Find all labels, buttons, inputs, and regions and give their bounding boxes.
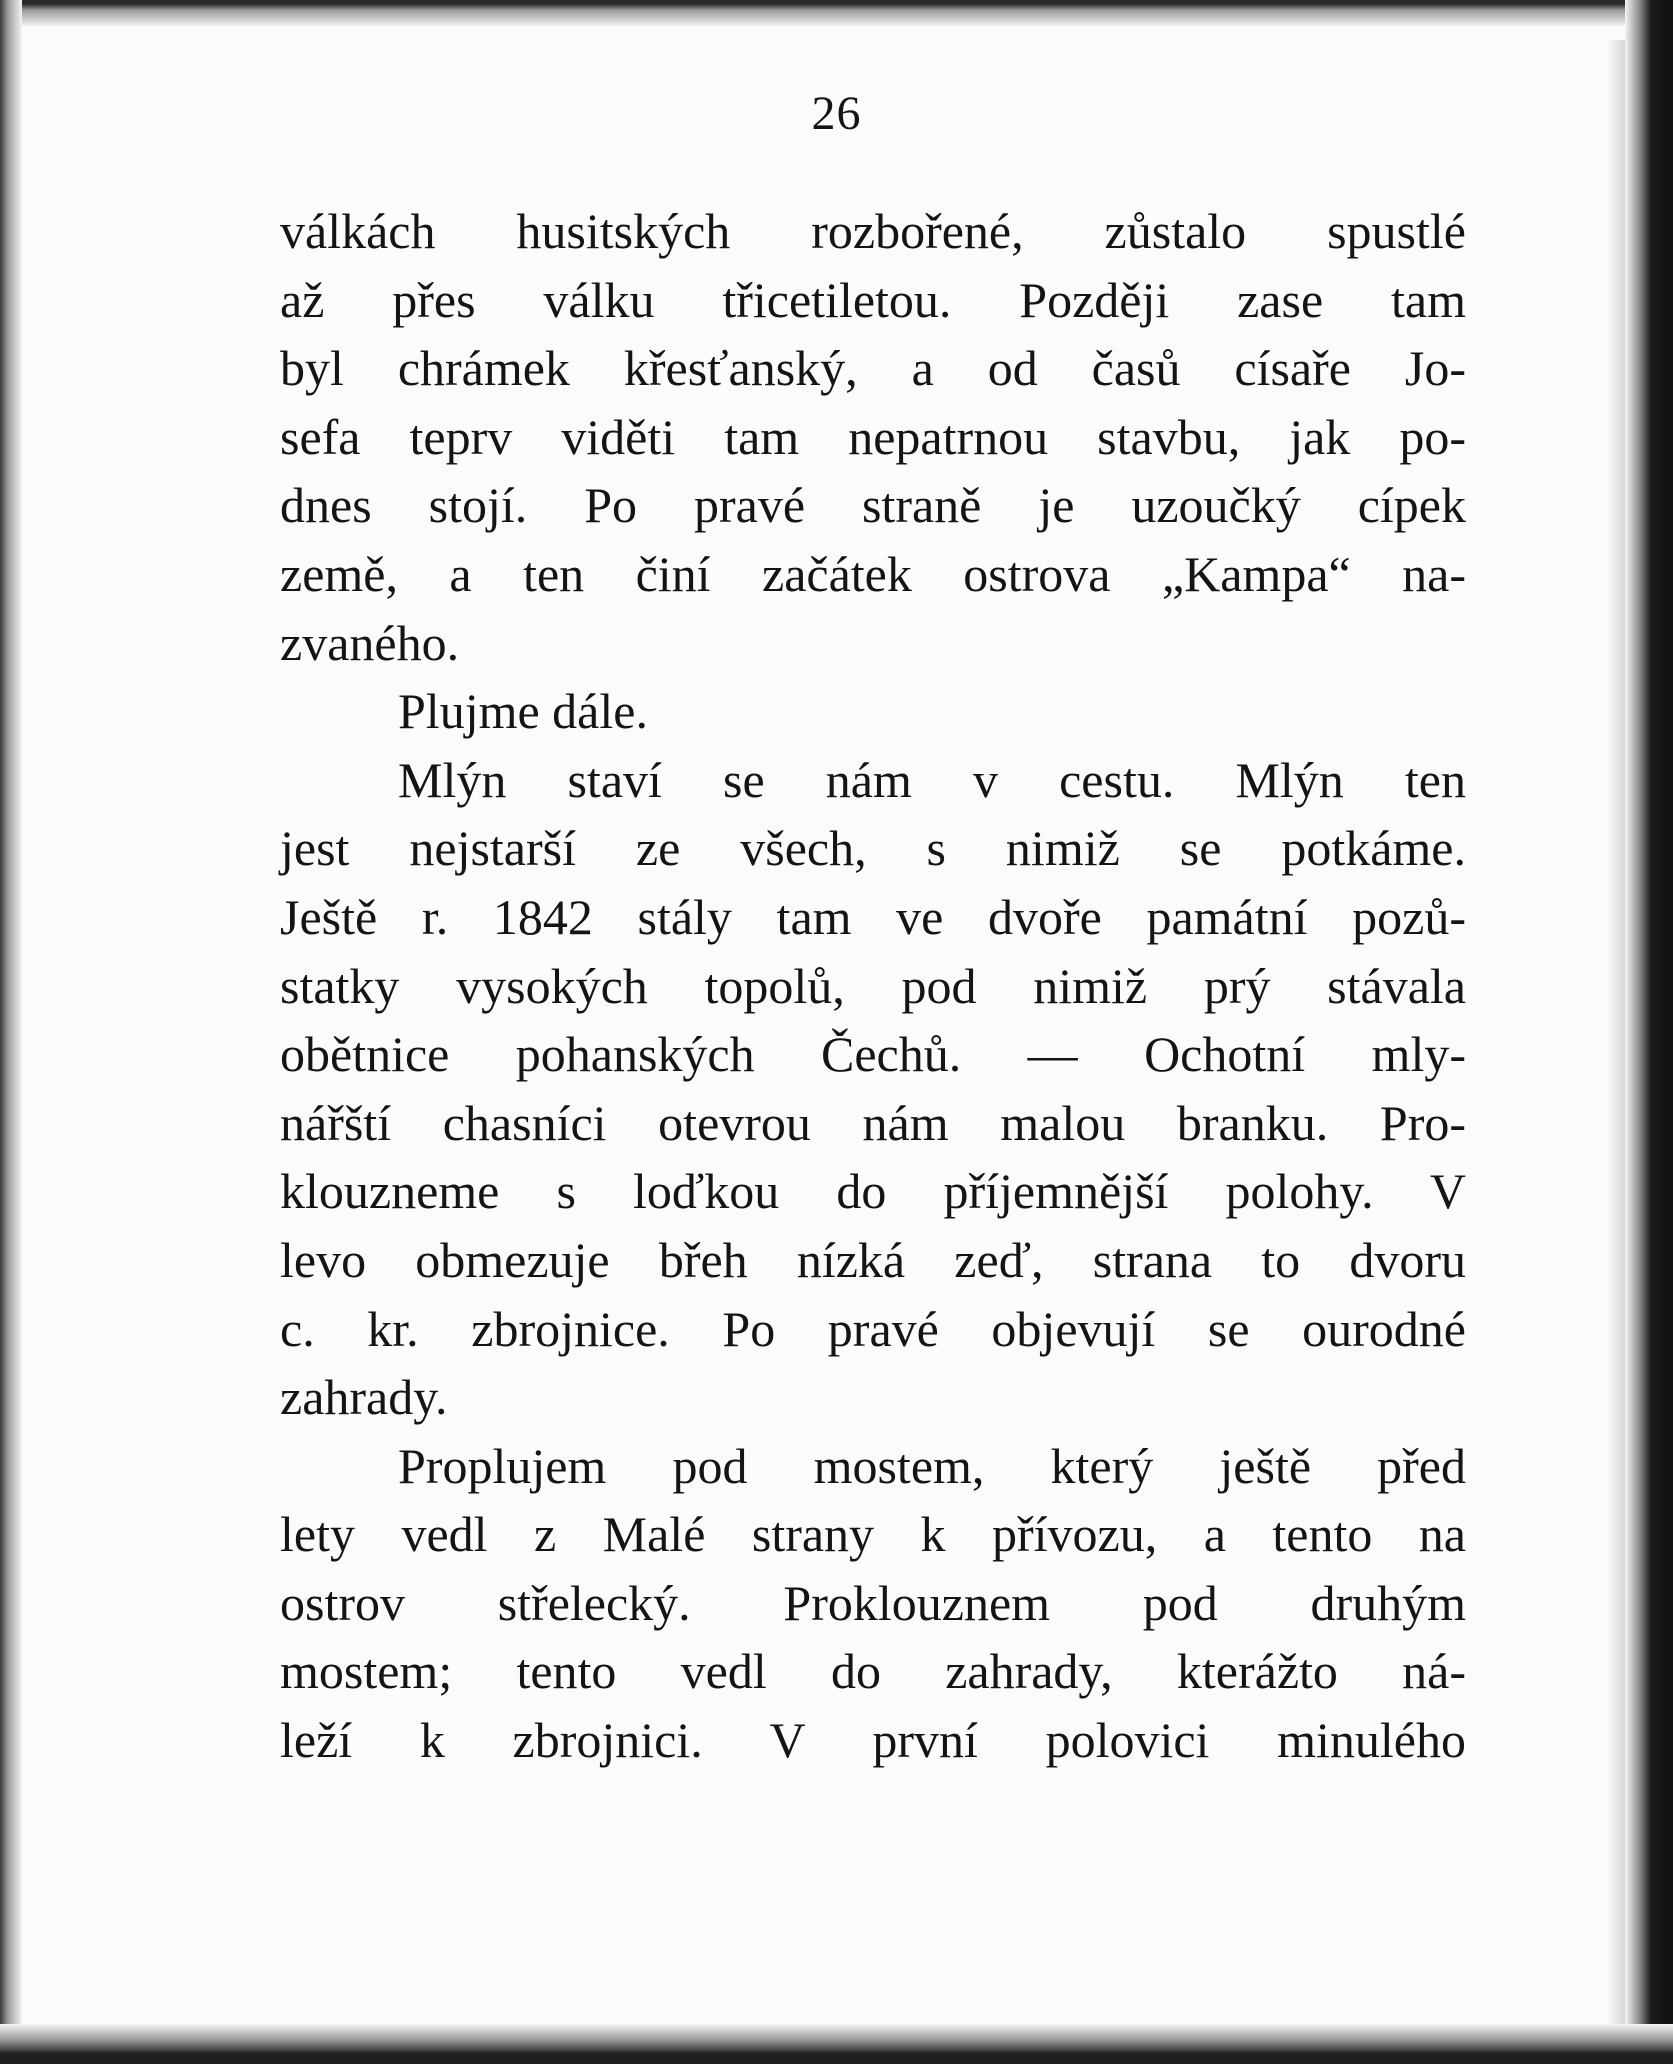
scan-shadow-top [0,0,1673,26]
scan-shadow-right [1625,0,1673,2064]
text-line: levo obmezuje břeh nízká zeď, strana to dvoru [280,1231,1466,1288]
text-line: statky vysokých topolů, pod nimiž prý stávala [280,957,1466,1014]
text-line: leží k zbrojnici. V první polovici minulého [280,1712,1466,1769]
text-line: zahrady. [280,1369,448,1426]
scan-shadow-bottom [0,2024,1673,2064]
page-gutter-shadow [1607,40,1625,2030]
text-line: nářští chasníci otevrou nám malou branku. Pro- [280,1094,1466,1151]
text-line: klouzneme s loďkou do příjemnější polohy. V [280,1163,1466,1220]
text-line: mostem; tento vedl do zahrady, kterážto ná- [280,1643,1466,1700]
text-line: Mlýn staví se nám v cestu. Mlýn ten [398,751,1466,808]
text-line: lety vedl z Malé strany k přívozu, a tento na [280,1506,1466,1563]
text-line: byl chrámek křesťanský, a od časů císaře Jo- [280,340,1466,397]
text-line: jest nejstarší ze všech, s nimiž se potkáme. [280,820,1466,877]
text-line: Ještě r. 1842 stály tam ve dvoře památní pozů- [280,888,1466,945]
text-line: až přes válku třicetiletou. Později zase tam [280,271,1466,328]
scan-shadow-left [0,0,22,2064]
text-line: dnes stojí. Po pravé straně je uzoučký cípek [280,477,1466,534]
text-line: obětnice pohanských Čechů. — Ochotní mly- [280,1026,1466,1083]
text-line: Proplujem pod mostem, který ještě před [398,1437,1466,1494]
text-line: sefa teprv viděti tam nepatrnou stavbu, jak po- [280,408,1466,465]
text-line: ostrov střelecký. Proklouznem pod druhým [280,1574,1466,1631]
body-text [280,197,1466,1775]
text-line: zvaného. [280,614,460,671]
text-line: c. kr. zbrojnice. Po pravé objevují se ourodné [280,1300,1466,1357]
text-line: země, a ten činí začátek ostrova „Kampa“ na- [280,545,1466,602]
text-line: válkách husitských rozbořené, zůstalo spustlé [280,203,1466,259]
text-line: Plujme dále. [398,683,648,740]
page-number: 26 [811,87,862,140]
